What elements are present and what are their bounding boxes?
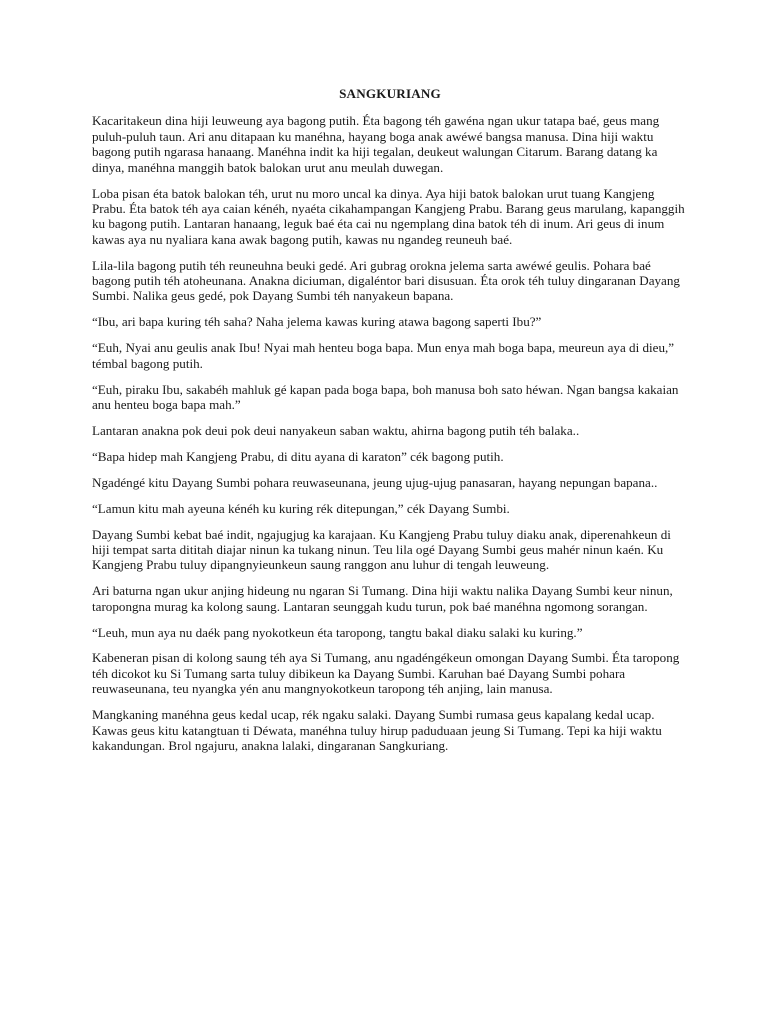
paragraph-2: Loba pisan éta batok balokan téh, urut nu moro uncal ka dinya. Aya hiji batok balokan urut tuang Kangjeng Prabu. Éta batok téh aya caian kénéh, nyaéta cikahampangan Kangjeng Prabu. Barang geus marulang, kapanggih ku bagong putih. Lantaran hanaang, leguk baé éta cai nu ngemplang dina batok téh di inum. Ari geus di inum kawas aya nu nyaliara kana awak bagong putih, kawas nu ngandeg reuneuh baé. <box>92 185 685 247</box>
document-page <box>92 86 688 764</box>
paragraph-14: Kabeneran pisan di kolong saung téh aya Si Tumang, anu ngadéngékeun omongan Dayang Sumbi. Éta taropong téh dicokot ku Si Tumang sarta tuluy dibikeun ka Dayang Sumbi. Karuhan baé Dayang Sumbi pohara reuwaseunana, teu nyangka yén anu mangnyokotkeun taropong téh anjing, lain manusa. <box>92 650 680 697</box>
paragraph-7: Lantaran anakna pok deui pok deui nanyakeun saban waktu, ahirna bagong putih téh balaka.. <box>92 422 580 438</box>
paragraph-9: Ngadéngé kitu Dayang Sumbi pohara reuwaseunana, jeung ujug-ujug panasaran, hayang nepungan bapana.. <box>92 474 658 490</box>
paragraph-5: “Euh, Nyai anu geulis anak Ibu! Nyai mah henteu boga bapa. Mun enya mah boga bapa, meureun aya di dieu,” témbal bagong putih. <box>92 340 675 371</box>
paragraph-6: “Euh, piraku Ibu, sakabéh mahluk gé kapan pada boga bapa, boh manusa boh sato héwan. Ngan bangsa kakaian anu henteu boga bapa mah.” <box>92 381 679 412</box>
paragraph-4: “Ibu, ari bapa kuring téh saha? Naha jelema kawas kuring atawa bagong saperti Ibu?” <box>92 314 542 330</box>
document-title: SANGKURIANG <box>339 86 441 101</box>
paragraph-1: Kacaritakeun dina hiji leuweung aya bagong putih. Éta bagong téh gawéna ngan ukur tatapa baé, geus mang puluh-puluh taun. Ari anu ditapaan ku manéhna, hayang boga anak awéwé bangsa manusa. Dina hiji waktu bagong putih ngarasa hanaang. Manéhna indit ka hiji tegalan, deukeut walungan Citarum. Barang datang ka dinya, manéhna manggih batok balokan urut anu meulah duwegan. <box>92 113 660 175</box>
paragraph-10: “Lamun kitu mah ayeuna kénéh ku kuring rék ditepungan,” cék Dayang Sumbi. <box>92 500 510 516</box>
paragraph-15: Mangkaning manéhna geus kedal ucap, rék ngaku salaki. Dayang Sumbi rumasa geus kapalang kedal ucap. Kawas geus kitu katangtuan ti Déwata, manéhna tuluy hirup paduduaan jeung Si Tumang. Tepi ka hiji waktu kakandungan. Brol ngajuru, anakna lalaki, dingaranan Sangkuriang. <box>92 707 662 753</box>
paragraph-12: Ari baturna ngan ukur anjing hideung nu ngaran Si Tumang. Dina hiji waktu nalika Dayang Sumbi keur ninun, taropongna murag ka kolong saung. Lantaran seunggah kudu turun, pok baé manéhna ngomong sorangan. <box>92 583 673 614</box>
paragraph-3: Lila-lila bagong putih téh reuneuhna beuki gedé. Ari gubrag orokna jelema sarta awéwé geulis. Pohara baé bagong putih téh atoheunana. Anakna diciuman, digaléntor bari disusuan. Éta orok téh tuluy dingaranan Dayang Sumbi. Nalika geus gedé, pok Dayang Sumbi téh nanyakeun bapana. <box>92 257 680 304</box>
paragraph-11: Dayang Sumbi kebat baé indit, ngajugjug ka karajaan. Ku Kangjeng Prabu tuluy diaku anak, diperenahkeun di hiji tempat sarta dititah diajar ninun ka tukang ninun. Teu lila ogé Dayang Sumbi geus mahér ninun kaén. Ku Kangjeng Prabu tuluy dipangnyieunkeun saung ranggon anu luhur di tengah leuweung. <box>92 526 671 573</box>
paragraph-13: “Leuh, mun aya nu daék pang nyokotkeun éta taropong, tangtu bakal diaku salaki ku kuring.” <box>92 624 583 640</box>
paragraph-8: “Bapa hidep mah Kangjeng Prabu, di ditu ayana di karaton” cék bagong putih. <box>92 448 504 464</box>
